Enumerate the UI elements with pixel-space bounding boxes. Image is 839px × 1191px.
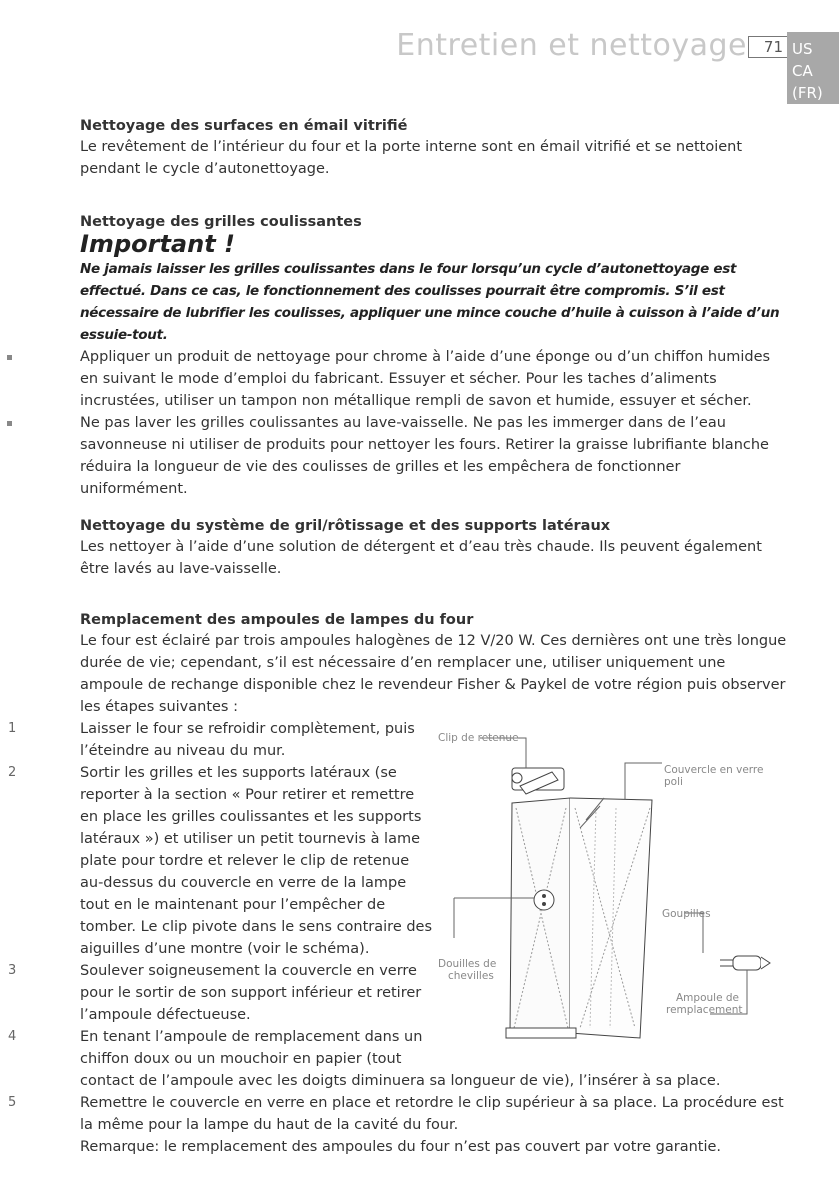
list-item <box>80 412 780 500</box>
label-bulb: Ampoule de <box>676 992 739 1004</box>
step-text: Laisser le four se refroidir complètement, puis l’éteindre au niveau du mur. <box>80 721 415 759</box>
step-text: Soulever soigneusement la couvercle en verre pour le sortir de son support inférieur et retirer l’ampoule défectueuse. <box>80 963 422 1023</box>
section-enamel <box>80 118 780 180</box>
lang-ca: CA <box>792 62 813 80</box>
grill-heading: Nettoyage du système de gril/rôtissage et des supports latéraux <box>80 518 611 534</box>
label-glass-cover: Couvercle en verre <box>664 764 764 776</box>
page-title: Entretien et nettoyage <box>396 28 747 63</box>
step-number: 4 <box>8 1029 17 1044</box>
language-tab <box>787 32 839 104</box>
list-item <box>8 718 435 762</box>
label-retaining-clip: Clip de retenue <box>438 732 519 744</box>
list-item <box>8 960 435 1026</box>
label-pins: Goupilles <box>662 908 711 920</box>
bulbs-intro: Le four est éclairé par trois ampoules halogènes de 12 V/20 W. Ces dernières ont une très longue durée de vie; cependant, s’il est nécessaire d’en remplacer une, utiliser uniquement une ampoule de rechange disponible chez le revendeur Fisher & Paykel de votre région puis observer les étapes suivantes : <box>80 633 787 715</box>
step-number: 3 <box>8 963 17 978</box>
step-text: Sortir les grilles et les supports latéraux (se reporter à la section « Pour retirer et remettre en place les grilles coulissantes et les supports latéraux ») et utiliser un petit tournevis à lame plate pour tordre et relever le clip de retenue au-dessus du couvercle en verre de la lampe tout en le maintenant pour l’empêcher de tomber. Le clip pivote dans le sens contraire des aiguilles d’une montre (voir le schéma). <box>80 765 433 957</box>
section-grill <box>80 518 780 580</box>
bullet-icon <box>7 421 12 426</box>
lang-us: US <box>792 40 813 58</box>
step-number: 1 <box>8 721 17 736</box>
lamp-diagram-drawing <box>420 728 800 1048</box>
racks-heading: Nettoyage des grilles coulissantes <box>80 214 362 230</box>
enamel-heading: Nettoyage des surfaces en émail vitrifié <box>80 118 408 134</box>
label-sockets-2: chevilles <box>448 970 494 982</box>
important-label: Important ! <box>80 230 235 258</box>
lang-fr: (FR) <box>792 84 823 102</box>
racks-warning: Ne jamais laisser les grilles coulissantes dans le four lorsqu’un cycle d’autonettoyage est effectué. Dans ce cas, le fonctionnement des coulisses pourrait être compromis. S’il est nécessaire de lubrifier les coulisses, appliquer une mince couche d’huile à cuisson à l’aide d’un essuie-tout. <box>80 261 780 343</box>
grill-body: Les nettoyer à l’aide d’une solution de détergent et d’eau très chaude. Ils peuvent également être lavés au lave-vaisselle. <box>80 539 762 577</box>
lamp-diagram <box>420 728 800 1048</box>
label-glass-cover-2: poli <box>664 776 683 788</box>
step-text: En tenant l’ampoule de remplacement dans un chiffon doux ou un mouchoir en papier (tout <box>80 1029 423 1067</box>
enamel-body: Le revêtement de l’intérieur du four et la porte interne sont en émail vitrifié et se nettoient pendant le cycle d’autonettoyage. <box>80 139 743 177</box>
section-racks <box>80 214 780 500</box>
step-text-continued: contact de l’ampoule avec les doigts diminuera sa longueur de vie), l’insérer à sa place. <box>80 1073 721 1089</box>
bullet-icon <box>7 355 12 360</box>
racks-bullet-list <box>80 346 780 500</box>
bulbs-note: Remarque: le remplacement des ampoules du four n’est pas couvert par votre garantie. <box>80 1139 722 1155</box>
bulbs-heading: Remplacement des ampoules de lampes du four <box>80 612 474 628</box>
step-number: 2 <box>8 765 17 780</box>
page-header <box>0 28 839 102</box>
page-number: 71 <box>748 36 788 58</box>
step-text: Remettre le couvercle en verre en place et retordre le clip supérieur à sa place. La procédure est la même pour la lampe du haut de la cavité du four. <box>80 1095 784 1133</box>
step-number: 5 <box>8 1095 17 1110</box>
label-bulb-2: remplacement <box>666 1004 743 1016</box>
bullet-text: Ne pas laver les grilles coulissantes au lave-vaisselle. Ne pas les immerger dans de l’eau savonneuse ni utiliser de produits pour nettoyer les fours. Retirer la graisse lubrifiante blanche réduira la longueur de vie des coulisses de grilles et les empêchera de fonctionner uniformément. <box>80 415 769 497</box>
bullet-text: Appliquer un produit de nettoyage pour chrome à l’aide d’une éponge ou d’un chiffon humides en suivant le mode d’emploi du fabricant. Essuyer et sécher. Pour les taches d’aliments incrustées, utiliser un tampon non métallique rempli de savon et humide, essuyer et sécher. <box>80 349 771 409</box>
label-sockets: Douilles de <box>438 958 497 970</box>
list-item <box>80 346 780 412</box>
list-item <box>8 762 435 960</box>
list-item <box>8 1092 792 1136</box>
